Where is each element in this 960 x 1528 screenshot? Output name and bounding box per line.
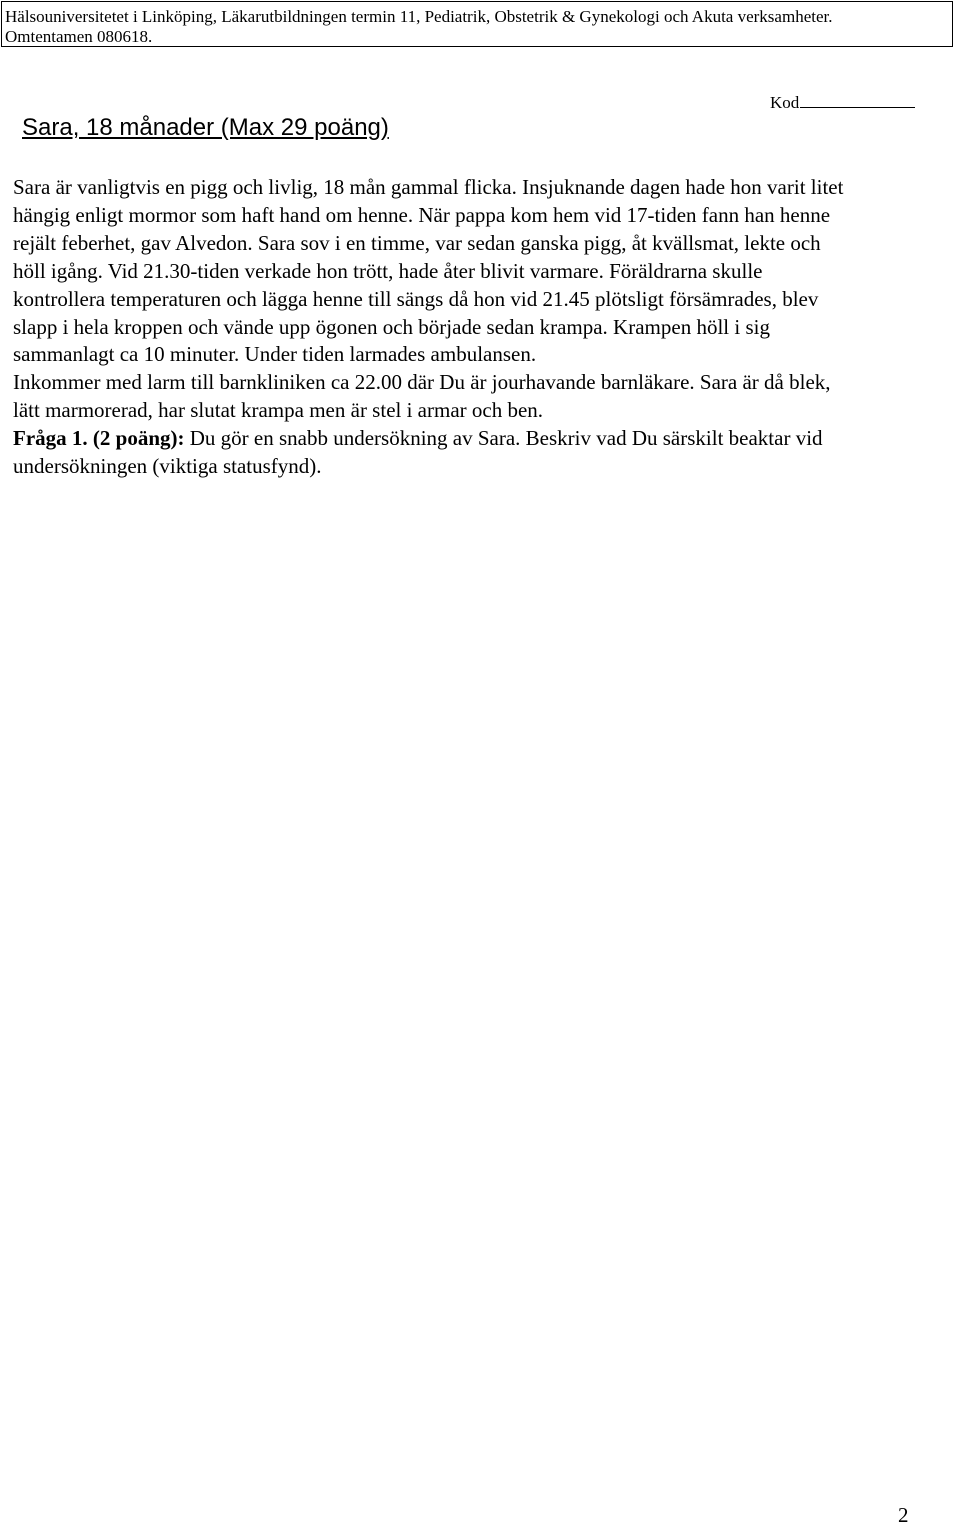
case-line: lätt marmorerad, har slutat krampa men är stel i armar och ben. bbox=[13, 398, 544, 423]
case-line: Sara är vanligtvis en pigg och livlig, 18 mån gammal flicka. Insjuknande dagen hade hon varit litet bbox=[13, 175, 844, 199]
page-number: 2 bbox=[898, 1503, 909, 1527]
case-line: sammanlagt ca 10 minuter. Under tiden larmades ambulansen. bbox=[13, 342, 537, 367]
case-line: hängig enligt mormor som haft hand om henne. När pappa kom hem vid 17-tiden fann han henne bbox=[13, 202, 831, 227]
header-exam-date-line: Omtentamen 080618. bbox=[5, 27, 153, 46]
question-label: Fråga 1. (2 poäng): bbox=[13, 426, 185, 451]
case-line: kontrollera temperaturen och lägga henne till sängs då hon vid 21.45 plötsligt försämrades, blev bbox=[13, 286, 819, 311]
case-line: slapp i hela kroppen och vände upp ögonen och började sedan krampa. Krampen höll i sig bbox=[13, 314, 770, 339]
header-institution-line: Hälsouniversitetet i Linköping, Läkarutbildningen termin 11, Pediatrik, Obstetrik & Gynekologi och Akuta verksamheter. bbox=[5, 7, 833, 26]
question-text: Du gör en snabb undersökning av Sara. Beskriv vad Du särskilt beaktar vid bbox=[184, 426, 823, 451]
case-line: Inkommer med larm till barnkliniken ca 22.00 där Du är jourhavande barnläkare. Sara är då blek, bbox=[13, 370, 831, 395]
code-field bbox=[770, 91, 915, 114]
code-label: Kod bbox=[770, 93, 800, 112]
case-line: rejält feberhet, gav Alvedon. Sara sov i en timme, var sedan ganska pigg, åt kvällsmat, lekte och bbox=[13, 230, 821, 255]
code-blank-line bbox=[800, 91, 915, 108]
question-1 bbox=[13, 425, 953, 453]
case-description bbox=[13, 174, 953, 481]
case-line: höll igång. Vid 21.30-tiden verkade hon trött, hade åter blivit varmare. Föräldrarna skulle bbox=[13, 258, 763, 283]
case-title: Sara, 18 månader (Max 29 poäng) bbox=[22, 114, 389, 141]
exam-header bbox=[1, 1, 953, 47]
question-text-continued: undersökningen (viktiga statusfynd). bbox=[13, 454, 322, 479]
